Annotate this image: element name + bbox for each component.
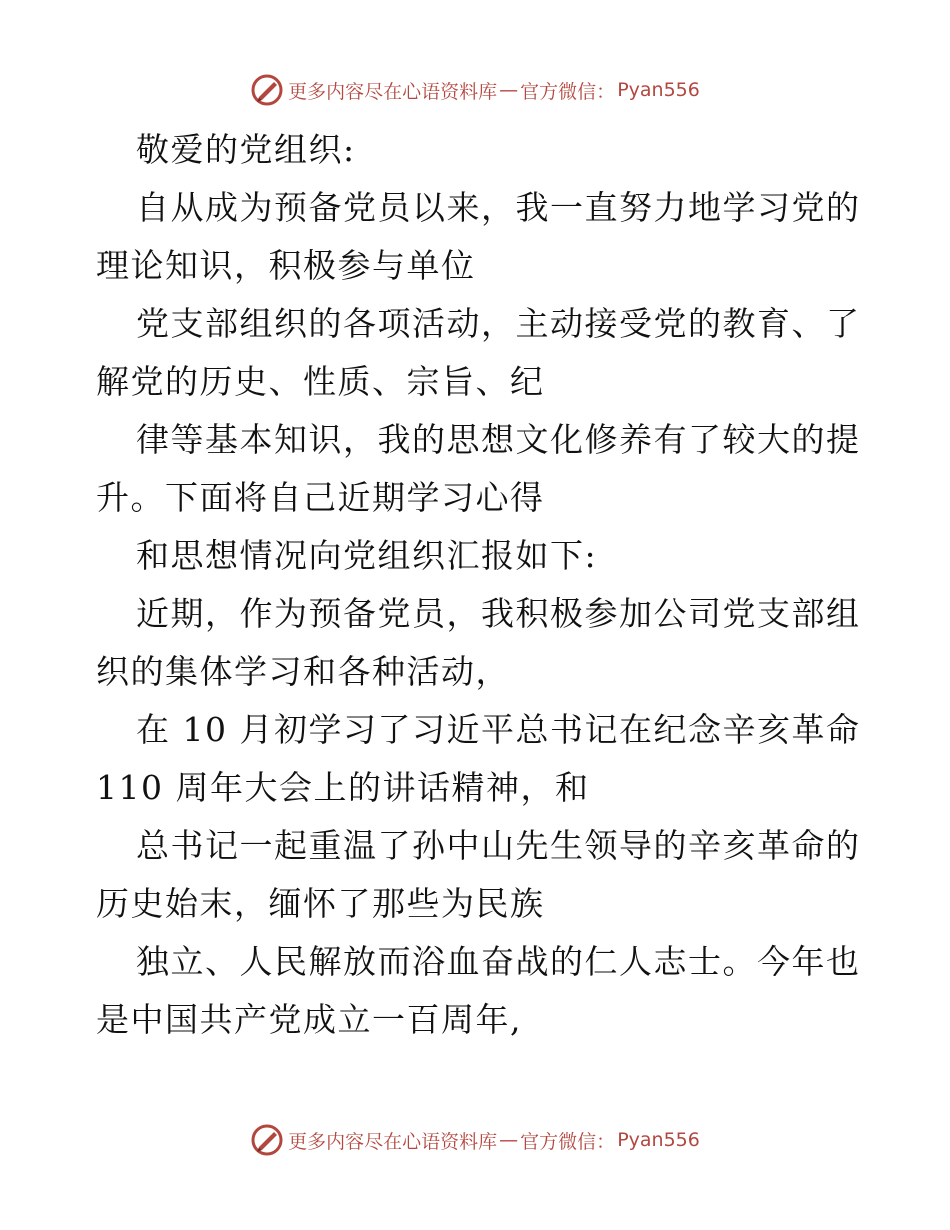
paragraph-line: 在 10 月初学习了习近平总书记在纪念辛亥革命 bbox=[136, 710, 861, 749]
paragraph-line: 自从成为预备党员以来，我一直努力地学习党的 bbox=[136, 188, 861, 227]
header-wechat-label: 官方微信： bbox=[520, 80, 616, 103]
paragraph-line: 解党的历史、性质、宗旨、纪 bbox=[96, 362, 545, 401]
paragraph-line: 独立、人民解放而浴血奋战的仁人志士。今年也 bbox=[136, 942, 861, 981]
paragraph-line: 织的集体学习和各种活动， bbox=[96, 652, 510, 691]
pen-logo-icon bbox=[250, 73, 284, 107]
header-wechat-id: Pyan556 bbox=[617, 79, 700, 101]
footer-watermark bbox=[0, 1120, 950, 1160]
paragraph-line: 历史始末，缅怀了那些为民族 bbox=[96, 884, 545, 923]
footer-separator: — bbox=[499, 1129, 519, 1151]
footer-wechat-id: Pyan556 bbox=[617, 1129, 700, 1151]
header-watermark bbox=[0, 70, 950, 110]
pen-logo-icon bbox=[250, 1123, 284, 1157]
paragraph-line: 110 周年大会上的讲话精神，和 bbox=[96, 768, 590, 807]
paragraph-line: 理论知识，积极参与单位 bbox=[96, 246, 476, 285]
header-slogan: 更多内容尽在心语资料库 bbox=[288, 80, 498, 103]
paragraph-line: 总书记一起重温了孙中山先生领导的辛亥革命的 bbox=[136, 826, 861, 865]
salutation: 敬爱的党组织: bbox=[136, 130, 356, 169]
header-separator: — bbox=[499, 79, 519, 101]
footer-slogan: 更多内容尽在心语资料库 bbox=[288, 1130, 498, 1153]
paragraph-line: 党支部组织的各项活动，主动接受党的教育、了 bbox=[136, 304, 861, 343]
paragraph-line: 律等基本知识，我的思想文化修养有了较大的提 bbox=[136, 420, 861, 459]
footer-wechat-label: 官方微信： bbox=[520, 1130, 616, 1153]
paragraph-line: 是中国共产党成立一百周年, bbox=[96, 1000, 522, 1039]
paragraph-line: 近期，作为预备党员，我积极参加公司党支部组 bbox=[136, 594, 861, 633]
paragraph-line: 和思想情况向党组织汇报如下: bbox=[136, 536, 598, 575]
paragraph-line: 升。下面将自己近期学习心得 bbox=[96, 478, 545, 517]
document-body bbox=[96, 121, 861, 1049]
